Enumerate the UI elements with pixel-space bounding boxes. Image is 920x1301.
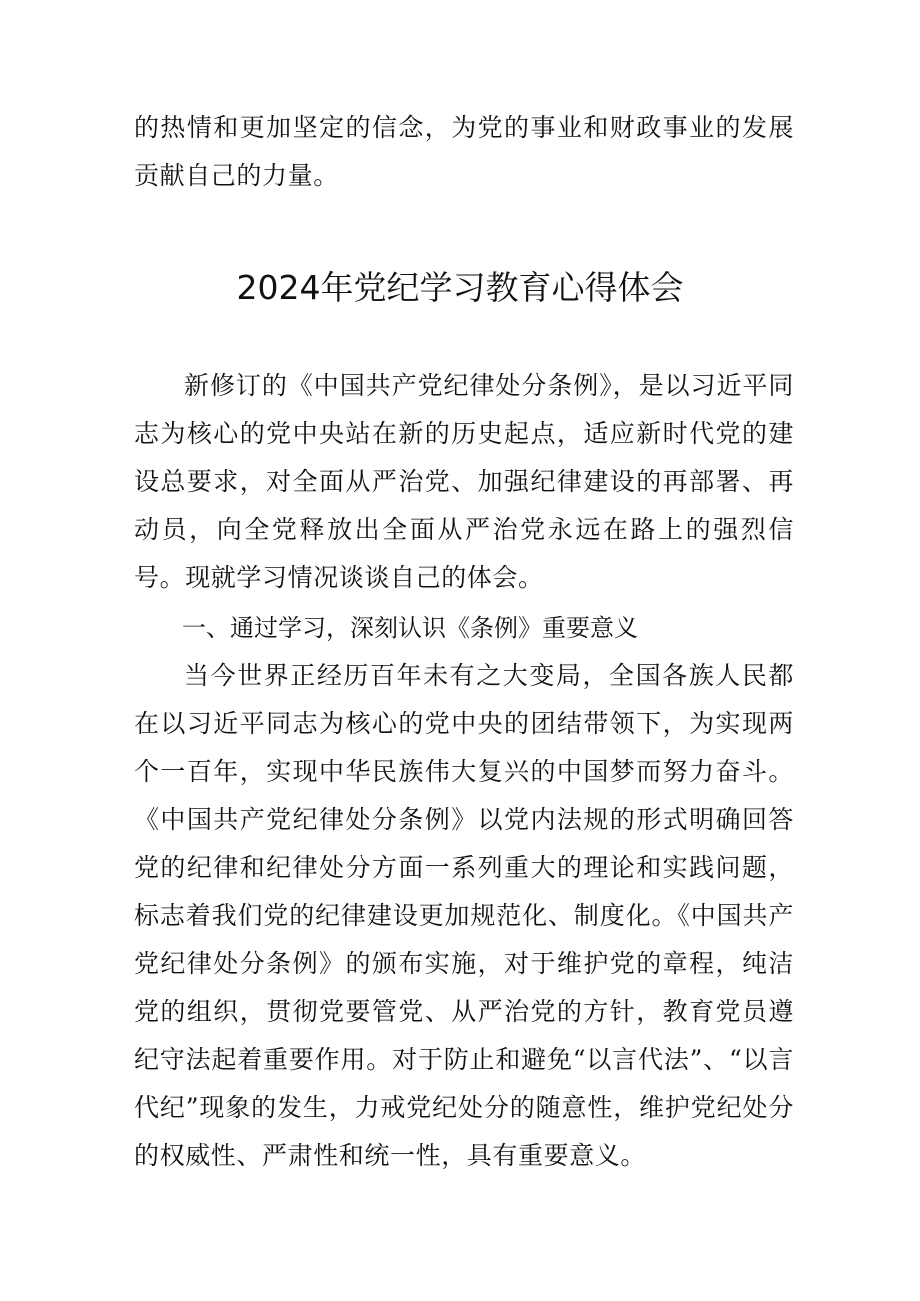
paragraph-1: 新修订的《中国共产党纪律处分条例》，是以习近平同志为核心的党中央站在新的历史起点，适应新时代党的建设总要求，对全面从严治党、加强纪律建设的再部署、再动员，向全党释放出全面从严治党永远在路上的强烈信号。现就学习情况谈谈自己的体会。 <box>134 371 794 592</box>
section-heading-1: 一、通过学习，深刻认识《条例》重要意义 <box>182 614 638 642</box>
paragraph-2: 当今世界正经历百年未有之大变局，全国各族人民都在以习近平同志为核心的党中央的团结带领下，为实现两个一百年，实现中华民族伟大复兴的中国梦而努力奋斗。《中国共产党纪律处分条例》以党内法规的形式明确回答党的纪律和纪律处分方面一系列重大的理论和实践问题，标志着我们党的纪律建设更加规范化、制度化。《中国共产党纪律处分条例》的颁布实施，对于维护党的章程，纯洁党的组织，贯彻党要管党、从严治党的方针，教育党员遵纪守法起着重要作用。对于防止和避免“以言代法”、“以言代纪”现象的发生，力戒党纪处分的随意性，维护党纪处分的权威性、严肃性和统一性，具有重要意义。 <box>134 661 794 1170</box>
intro-paragraph: 的热情和更加坚定的信念，为党的事业和财政事业的发展贡献自己的力量。 <box>134 113 794 190</box>
page-title: 2024年党纪学习教育心得体会 <box>236 268 684 307</box>
